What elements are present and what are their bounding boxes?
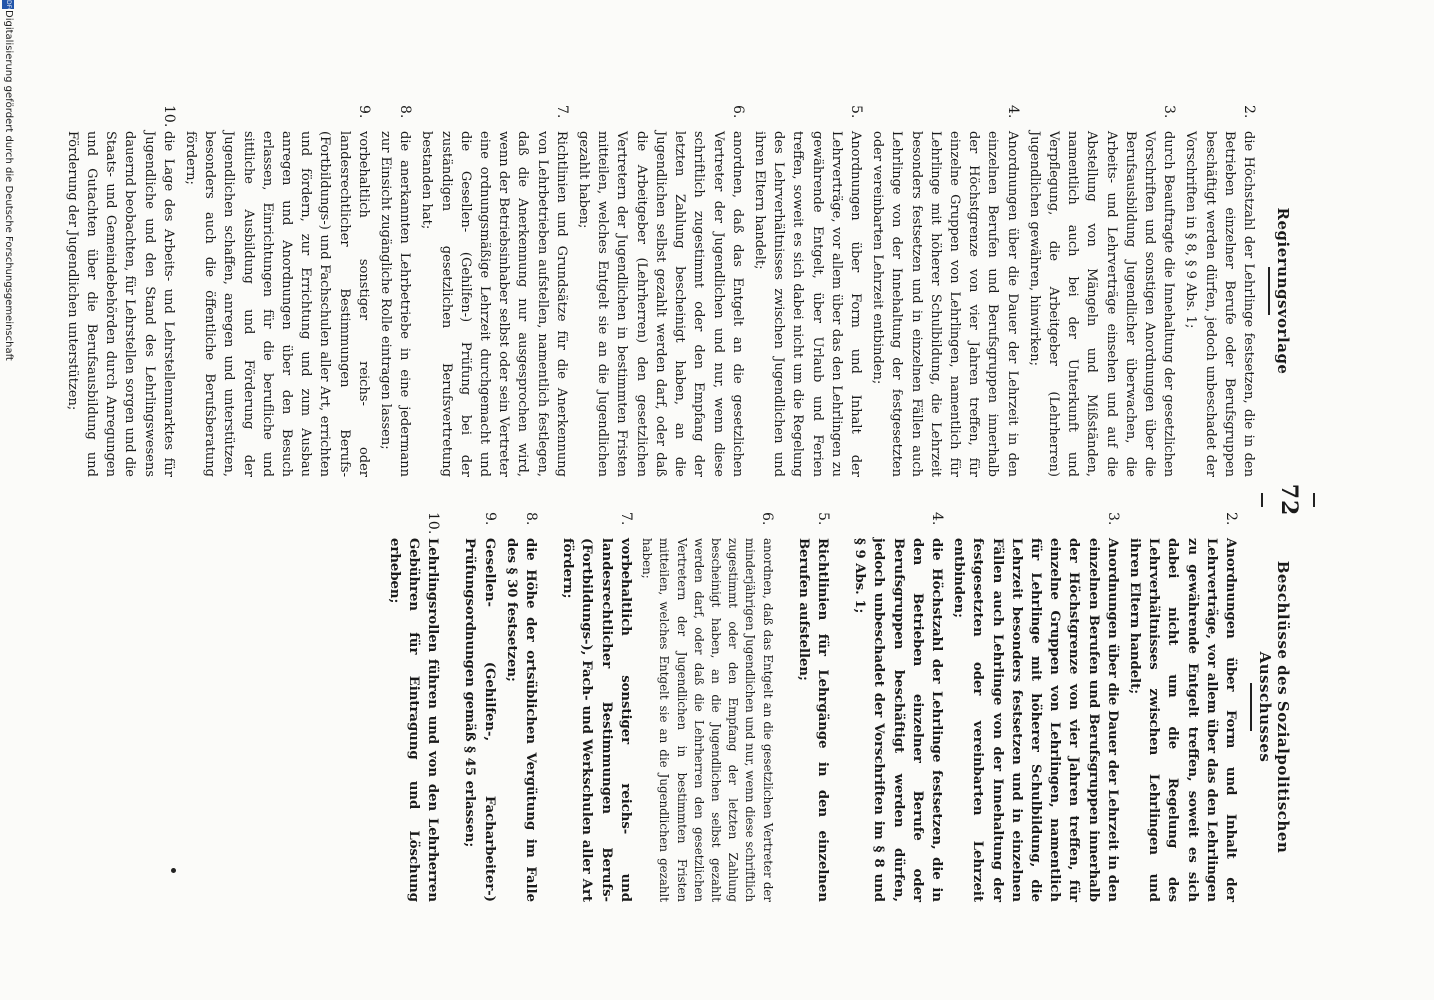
item-text: durch Beauftragte die Innehaltung der gesetzlichen Vorschriften und sonstigen Anordnungen über die Berufsausbildung Jugendlicher überwachen, die Arbeits- und Lehrverträge einsehen und auf die Abstellung von Mängeln und Mißständen, namentlich auch bei der Unterkunft und Verpflegung, die Arbeitgeber (Lehrherren) Jugendlichen gewähren, hinwirken; — [1026, 131, 1177, 477]
column-title: Regierungsvorlage — [1274, 207, 1292, 375]
column-title: Beschlüsse des Sozialpolitischen Ausschusses — [1256, 560, 1292, 854]
list-item — [1025, 105, 1179, 477]
dfg-logo-icon: DFG — [2, 0, 14, 9]
digitization-footer — [0, 0, 14, 1000]
list-item — [949, 512, 1122, 902]
list-item — [574, 105, 747, 477]
item-number: 8. — [523, 512, 540, 526]
ink-dot — [171, 868, 176, 873]
page-number-text: 72 — [1276, 483, 1302, 517]
list-item — [181, 105, 373, 477]
title-rule — [1250, 683, 1252, 731]
list-item — [750, 105, 865, 477]
item-text: vorbehaltlich sonstiger reichs- und landesrechtlicher Bestimmungen Berufs- (Fortbildungs-), Fach- und Werkschulen aller Art fördern; — [560, 538, 633, 902]
item-number: 7. — [553, 105, 570, 119]
title-rule — [1268, 267, 1270, 315]
list-item — [1125, 512, 1240, 902]
item-text: Anordnungen über Form und Inhalt der Lehrverträge, vor allem über das den Lehrlingen zu gewährende Entgelt, über Urlaub und Ferien treffen, soweit es sich dabei nicht um die Regelung des Lehrverhältnisses zwischen Jugendlichen und ihren Eltern handelt; — [751, 131, 863, 477]
column-regierungsvorlage — [64, 105, 1306, 477]
item-number: 6. — [758, 512, 775, 526]
item-text: die Höchstzahl der Lehrlinge festsetzen, die in den Betrieben einzelner Berufe oder Berufsgruppen beschäftigt werden dürfen, jedoch unbeschadet der Vorschriften in § 8, § 9 Abs. 1; — [1183, 131, 1256, 477]
item-number: 8. — [397, 105, 414, 119]
item-number: 7. — [617, 512, 634, 526]
item-text: die Lage des Arbeits- und Lehrstellenmarktes für Jugendliche und den Stand des Lehrlingswesens dauernd beobachten, für Lehrstellen sorgen und die Staats- und Gemeindebehörden durch Anregungen und Gutachten über die Berufsausbildung und Förderung der Jugendlichen unterstützen; — [64, 131, 176, 477]
list-item — [868, 105, 1022, 477]
item-number: 6. — [729, 105, 746, 119]
list-item — [638, 512, 776, 902]
column-ausschuss-beschluesse — [86, 512, 1306, 902]
item-text: vorbehaltlich sonstiger reichs- oder landesrechtlicher Bestimmungen Berufs- (Fortbildungs-) und Fachschulen aller Art, errichten und fördern, zur Errichtung und zum Ausbau anregen und Anordnungen über den Besuch erlassen, Einrichtungen für die berufliche und sittliche Ausbildung und Förderung der Jugendlichen schaffen, anregen und unterstützen, besonders auch die öffentliche Berufsberatung fördern; — [183, 131, 371, 477]
item-text: die anerkannten Lehrbetriebe in eine jedermann zur Einsicht zugängliche Rolle eintragen lassen; — [378, 131, 413, 477]
item-number: 2. — [1223, 512, 1239, 526]
item-number: 9. — [355, 105, 372, 119]
item-number: 3. — [1104, 512, 1121, 526]
item-number: 5. — [847, 105, 864, 119]
list-item — [385, 512, 443, 902]
item-text: Richtlinien für Lehrgänge in den einzelnen Berufen aufstellen; — [795, 538, 830, 902]
item-text: Gesellen- (Gehilfen-, Facharbeiter-) Prüfungsordnungen gemäß § 45 erlassen; — [462, 538, 497, 902]
list-item — [794, 512, 832, 902]
list-item — [850, 512, 946, 902]
item-text: Anordnungen über Form und Inhalt der Lehrverträge, vor allem über das den Lehrlingen zu gewährende Entgelt treffen, soweit es sich dabei nicht um die Regelung des Lehrverhältnisses zwischen Lehrlingen und ihren Eltern handelt; — [1126, 538, 1238, 902]
item-number: 2. — [1241, 105, 1257, 119]
list-item — [63, 105, 178, 477]
list-item — [417, 105, 571, 477]
item-text: anordnen, daß das Entgelt an die gesetzlichen Vertreter der Jugendlichen und nur, wenn diese schriftlich zugestimmt oder den Empfang der letzten Zahlung bescheinigt haben, an die Jugendlichen selbst gezahlt werden darf, oder daß die Arbeitgeber (Lehrherren) den gesetzlichen Vertretern der Jugendlichen in bestimmten Fristen mitteilen, welches Entgelt sie an die Jugendlichen gezahlt haben; — [576, 131, 745, 477]
item-number: 5. — [814, 512, 831, 526]
item-number: 10. — [160, 105, 177, 128]
page-number-dash-right — [1261, 493, 1263, 507]
item-text: die Höchstzahl der Lehrlinge festsetzen, die in den Betrieben einzelner Berufe oder Berufsgruppen beschäftigt werden dürfen, jedoch unbeschadet der Vorschriften im § 8 und § 9 Abs. 1; — [852, 538, 944, 902]
list-item — [460, 512, 498, 902]
list-item — [502, 512, 540, 902]
item-text: anordnen, daß das Entgelt an die gesetzlichen Vertreter der minderjährigen Jugendlichen und nur, wenn diese schriftlich zugestimmt oder den Empfang der letzten Zahlung bescheinigt haben, an die Jugendlichen selbst gezahlt werden darf, oder daß die Lehrherren den gesetzlichen Vertretern der Jugendlichen in bestimmten Fristen mitteilen, welches Entgelt sie an die Jugendlichen gezahlt haben; — [640, 538, 775, 902]
item-text: die Höhe der ortsüblichen Vergütung im Falle des § 30 festsetzen; — [503, 538, 539, 902]
item-number: 4. — [928, 512, 945, 526]
list-item — [1181, 105, 1258, 477]
list-item — [558, 512, 635, 902]
item-number: 3. — [1161, 105, 1178, 119]
footer-credit: Digitalisierung gefördert durch die Deutsche Forschungsgemeinschaft — [3, 10, 14, 361]
item-number: 10. — [425, 512, 442, 535]
list-item — [376, 105, 414, 477]
page-number-dash-left — [1313, 493, 1315, 507]
item-number: 4. — [1004, 105, 1021, 119]
item-text: Anordnungen über die Dauer der Lehrzeit in den einzelnen Berufen und Berufsgruppen innerhalb der Höchstgrenze von vier Jahren treffen, für einzelne Gruppen von Lehrlingen, namentlich für Lehrlinge mit höherer Schulbildung, die Lehrzeit besonders festsetzen und in einzelnen Fällen auch Lehrlinge von der Innehaltung der festgesetzten oder vereinbarten Lehrzeit entbinden; — [870, 131, 1020, 477]
item-text: Anordnungen über die Dauer der Lehrzeit in den einzelnen Berufen und Berufsgruppen innerhalb der Höchstgrenze von vier Jahren treffen, für einzelne Gruppen von Lehrlingen, namentlich für Lehrlinge mit höherer Schulbildung, die Lehrzeit besonders festsetzen und in einzelnen Fällen auch Lehrlinge von der Innehaltung der festgesetzten oder vereinbarten Lehrzeit entbinden; — [951, 538, 1120, 902]
item-text: Lehrlingsrollen führen und von den Lehrherren Gebühren für Eintragung und Löschung erheben; — [386, 538, 441, 902]
item-number: 9. — [481, 512, 498, 526]
item-text: Richtlinien und Grundsätze für die Anerkennung von Lehrbetrieben aufstellen, namentlich festlegen, daß die Anerkennung nur ausgesprochen wird, wenn der Betriebsinhaber selbst oder sein Vertreter eine ordnungsmäßige Lehrzeit durchgemacht und die Gesellen- (Gehilfen-) Prüfung bei der zuständigen gesetzlichen Berufsvertretung bestanden hat; — [419, 131, 569, 477]
